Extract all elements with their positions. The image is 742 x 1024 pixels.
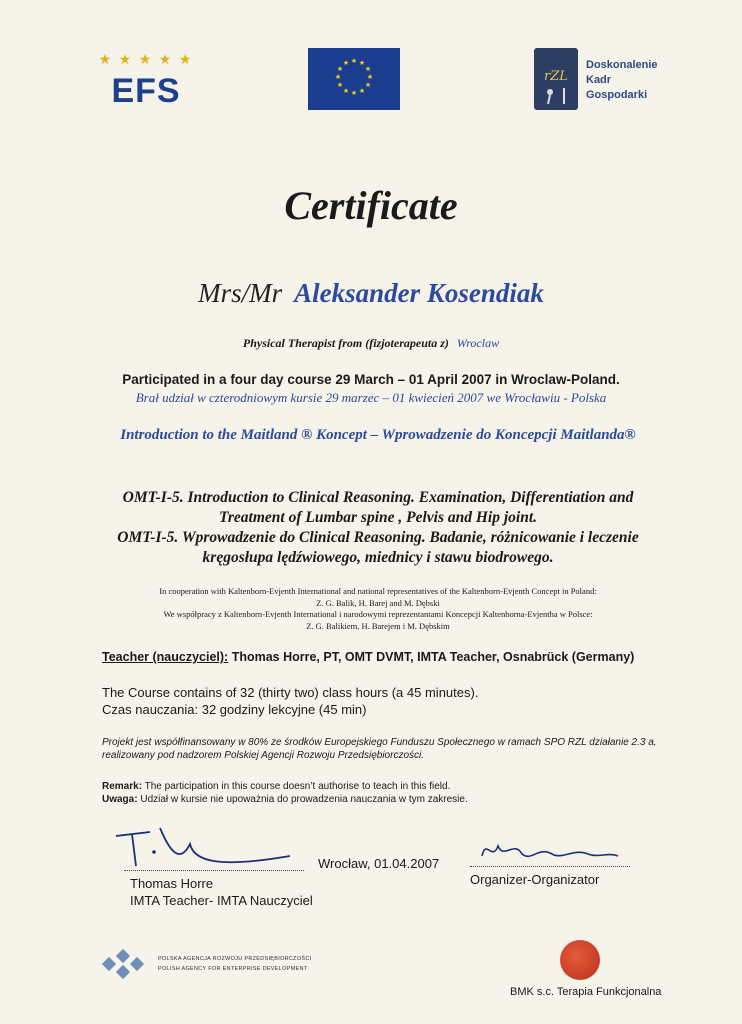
dkg-logo	[534, 48, 578, 110]
signature-left-line	[124, 870, 304, 871]
efs-logo	[96, 52, 196, 122]
signature-right-role: Organizer-Organizator	[470, 872, 600, 887]
remark-pl-text: Udział w kursie nie upoważnia do prowadzenia nauczania w tym zakresie.	[140, 794, 468, 805]
projekt-note: Projekt jest współfinansowany w 80% ze środków Europejskiego Funduszu Społecznego w ramach SPO RZL działanie 2.3 a, realizowany pod nadzorem Polskiej Agencji Rozwoju Przedsiębiorczości.	[102, 737, 657, 761]
parp-logo-icon	[100, 945, 150, 985]
dkg-line-1: Doskonalenie	[586, 59, 658, 71]
cooperation-pl-line1: We współpracy z Kaltenborn-Evjenth International i narodowymi reprezentantami Koncepcji Kaltenborna-Evjentha w Polsce:	[163, 609, 593, 619]
remark-pl-label: Uwaga:	[102, 794, 138, 805]
omt-block	[90, 488, 666, 568]
remark-pl	[102, 793, 662, 806]
cooperation-pl-line2: Z. G. Balikiem, H. Barejem i M. Dębskim	[306, 620, 450, 631]
efs-logo-text: EFS	[111, 72, 181, 110]
certificate-title: Certificate	[284, 183, 458, 228]
omt-pl: OMT-I-5. Wprowadzenie do Clinical Reasoning. Badanie, różnicowanie i leczenie kręgosłupa lędźwiowego, miednicy i stawu biodrowego.	[117, 529, 639, 566]
hours-block	[102, 684, 662, 718]
dkg-line-3: Gospodarki	[586, 89, 648, 101]
hours-en: The Course contains of 32 (thirty two) class hours (a 45 minutes).	[102, 685, 479, 700]
eu-flag-icon	[308, 48, 400, 110]
recipient-name: Aleksander Kosendiak	[294, 278, 544, 308]
participation-en: Participated in a four day course 29 March – 01 April 2007 in Wroclaw-Poland.	[122, 372, 620, 387]
parp-line-en: POLISH AGENCY FOR ENTERPRISE DEVELOPMENT	[158, 966, 308, 972]
parp-line-pl: POLSKA AGENCJA ROZWOJU PRZEDSIĘBIORCZOŚCI	[158, 956, 312, 962]
participation-pl: Brał udział w czterodniowym kursie 29 marzec – 01 kwiecień 2007 we Wrocławiu - Polska	[135, 390, 607, 405]
cooperation-en-line1: In cooperation with Kaltenborn-Evjenth International and national representatives of the Kaltenborn-Evjenth Concept in Poland:	[159, 586, 597, 596]
signature-left-icon	[110, 822, 300, 874]
svg-text:★: ★	[358, 87, 366, 95]
remark-block	[102, 780, 662, 806]
recipient-line	[0, 278, 742, 309]
remark-en	[102, 780, 662, 793]
efs-stars-icon: ★ ★ ★ ★ ★	[98, 53, 194, 68]
dkg-mark-text: rZL	[544, 69, 568, 84]
eu-stars-icon	[308, 48, 400, 110]
svg-text:★: ★	[350, 89, 358, 97]
signature-left-block	[130, 875, 330, 909]
svg-text:★: ★	[342, 59, 350, 67]
signature-left-name: Thomas Horre	[130, 876, 214, 891]
profession-city: Wroclaw	[456, 336, 500, 350]
svg-text:★: ★	[364, 65, 372, 73]
dkg-logo-text	[586, 58, 706, 103]
teacher-line	[102, 650, 662, 664]
teacher-label: Teacher (nauczyciel):	[102, 650, 229, 664]
teacher-value: Thomas Horre, PT, OMT DVMT, IMTA Teacher, Osnabrück (Germany)	[231, 650, 635, 664]
profession-line	[0, 336, 742, 351]
hours-pl: Czas nauczania: 32 godziny lekcyjne (45 min)	[102, 702, 367, 717]
remark-en-label: Remark:	[102, 781, 143, 792]
svg-text:★: ★	[358, 59, 366, 67]
svg-text:★: ★	[336, 65, 344, 73]
svg-text:★: ★	[350, 57, 358, 65]
recipient-prefix: Mrs/Mr	[198, 278, 283, 308]
cooperation-block	[80, 586, 676, 632]
bmk-footer-text: BMK s.c. Terapia Funkcjonalna	[510, 986, 662, 998]
parp-logo-text	[158, 954, 338, 974]
svg-text:★: ★	[364, 81, 372, 89]
svg-text:★: ★	[334, 73, 342, 81]
remark-en-text: The participation in this course doesn’t authorise to teach in this field.	[144, 781, 451, 792]
cooperation-en-line2: Z. G. Balik, H. Barej and M. Dębski	[316, 597, 440, 608]
svg-text:★: ★	[366, 73, 374, 81]
place-date: Wrocław, 01.04.2007	[318, 856, 440, 871]
svg-text:★: ★	[336, 81, 344, 89]
bmk-logo-icon	[560, 940, 600, 980]
omt-en: OMT-I-5. Introduction to Clinical Reasoning. Examination, Differentiation and Treatment of Lumbar spine , Pelvis and Hip joint.	[122, 489, 634, 526]
dkg-line-2: Kadr	[586, 74, 612, 86]
profession-label: Physical Therapist from (fizjoterapeuta z)	[242, 336, 449, 350]
svg-text:★: ★	[342, 87, 350, 95]
signature-right-icon	[478, 832, 628, 868]
course-intro: Introduction to the Maitland ® Koncept – Wprowadzenie do Koncepcji Maitlanda®	[120, 427, 636, 443]
signature-right-line	[470, 866, 630, 867]
signature-left-role: IMTA Teacher- IMTA Nauczyciel	[130, 893, 313, 908]
